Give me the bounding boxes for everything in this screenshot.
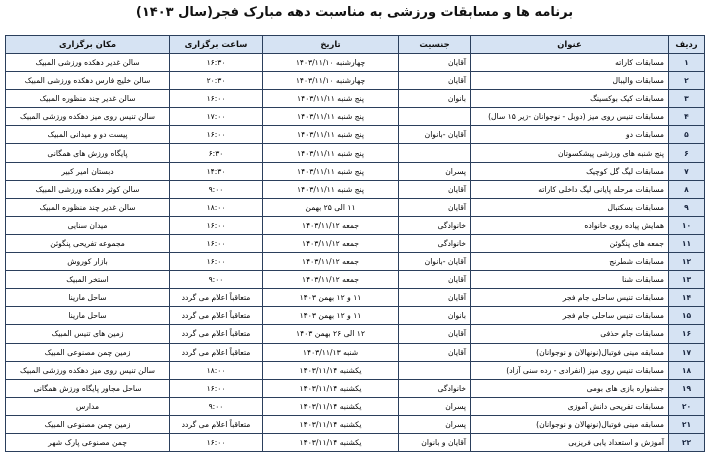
cell-tarikh: پنج شنبه ۱۴۰۳/۱۱/۱۱ <box>263 108 399 126</box>
table-row <box>6 144 705 162</box>
table-row <box>6 108 705 126</box>
cell-makan: زمین چمن مصنوعی المبیک <box>6 415 170 433</box>
cell-makan: چمن مصنوعی پارک شهر <box>6 433 170 451</box>
cell-makan: دبستان امیر کبیر <box>6 162 170 180</box>
cell-radif: ۱ <box>669 54 705 72</box>
cell-radif: ۵ <box>669 126 705 144</box>
cell-tarikh: چهارشنبه ۱۴۰۳/۱۱/۱۰ <box>263 72 399 90</box>
table-row <box>6 54 705 72</box>
cell-onvan: مسابقات تنیس روی میز (انفرادی - رده سنی آزاد) <box>471 361 669 379</box>
cell-jensiat: پسران <box>399 162 471 180</box>
cell-makan: ساحل مارینا <box>6 289 170 307</box>
table-row <box>6 307 705 325</box>
cell-radif: ۱۲ <box>669 253 705 271</box>
cell-onvan: پنج شنبه های ورزشی پیشکسوتان <box>471 144 669 162</box>
cell-makan: زمین چمن مصنوعی المبیک <box>6 343 170 361</box>
cell-makan: مجموعه تفریحی پنگوئن <box>6 234 170 252</box>
cell-tarikh: جمعه ۱۴۰۳/۱۱/۱۲ <box>263 216 399 234</box>
cell-makan: پایگاه ورزش های همگانی <box>6 144 170 162</box>
cell-onvan: مسابقات شنا <box>471 271 669 289</box>
cell-saat: ۹:۰۰ <box>170 397 263 415</box>
cell-onvan: جشنواره بازی های بومی <box>471 379 669 397</box>
cell-tarikh: ۱۱ و ۱۲ بهمن ۱۴۰۳ <box>263 307 399 325</box>
cell-saat: ۶:۳۰ <box>170 144 263 162</box>
cell-saat: ۱۶:۰۰ <box>170 90 263 108</box>
table-row <box>6 415 705 433</box>
cell-tarikh: پنج شنبه ۱۴۰۳/۱۱/۱۱ <box>263 144 399 162</box>
cell-onvan: مسابقات دو <box>471 126 669 144</box>
cell-onvan: جمعه های پنگوئن <box>471 234 669 252</box>
cell-radif: ۱۴ <box>669 289 705 307</box>
cell-makan: سالن خلیج فارس دهکده ورزشی المبیک <box>6 72 170 90</box>
cell-tarikh: یکشنبه ۱۴۰۳/۱۱/۱۴ <box>263 361 399 379</box>
cell-onvan: مسابقه مینی فوتبال(نونهالان و نوجوانان) <box>471 343 669 361</box>
cell-radif: ۷ <box>669 162 705 180</box>
cell-makan: سالن تنیس روی میز دهکده ورزشی المبیک <box>6 108 170 126</box>
cell-jensiat: آقایان <box>399 198 471 216</box>
table-row <box>6 343 705 361</box>
cell-saat: ۱۸:۰۰ <box>170 361 263 379</box>
cell-tarikh: ۱۱ الی ۲۵ بهمن <box>263 198 399 216</box>
cell-onvan: مسابقات جام حذفی <box>471 325 669 343</box>
cell-jensiat: آقایان <box>399 343 471 361</box>
cell-radif: ۱۰ <box>669 216 705 234</box>
table-row <box>6 180 705 198</box>
cell-saat: ۱۷:۰۰ <box>170 108 263 126</box>
cell-tarikh: یکشنبه ۱۴۰۳/۱۱/۱۴ <box>263 433 399 451</box>
cell-radif: ۳ <box>669 90 705 108</box>
cell-tarikh: یکشنبه ۱۴۰۳/۱۱/۱۴ <box>263 397 399 415</box>
cell-tarikh: پنج شنبه ۱۴۰۳/۱۱/۱۱ <box>263 126 399 144</box>
cell-makan: سالن غدیر چند منظوره المبیک <box>6 198 170 216</box>
cell-saat: ۱۶:۰۰ <box>170 433 263 451</box>
table-row <box>6 289 705 307</box>
cell-makan: سالن تنیس روی میز دهکده ورزشی المبیک <box>6 361 170 379</box>
cell-jensiat: خانوادگی <box>399 234 471 252</box>
cell-saat: ۹:۰۰ <box>170 180 263 198</box>
cell-saat: متعاقباً اعلام می گردد <box>170 307 263 325</box>
cell-onvan: مسابقات بسکتبال <box>471 198 669 216</box>
cell-makan: ساحل مارینا <box>6 307 170 325</box>
cell-jensiat <box>399 108 471 126</box>
cell-jensiat: آقایان -بانوان <box>399 126 471 144</box>
table-row <box>6 361 705 379</box>
cell-jensiat: بانوان <box>399 307 471 325</box>
cell-saat: ۱۶:۰۰ <box>170 234 263 252</box>
schedule-table <box>5 35 705 452</box>
cell-radif: ۱۳ <box>669 271 705 289</box>
cell-jensiat: آقایان <box>399 325 471 343</box>
table-row <box>6 198 705 216</box>
cell-jensiat: آقایان <box>399 180 471 198</box>
cell-saat: ۱۶:۰۰ <box>170 216 263 234</box>
cell-saat: متعاقباً اعلام می گردد <box>170 289 263 307</box>
table-row <box>6 397 705 415</box>
cell-saat: ۱۴:۳۰ <box>170 162 263 180</box>
cell-makan: سالن غدیر چند منظوره المبیک <box>6 90 170 108</box>
cell-radif: ۱۹ <box>669 379 705 397</box>
cell-onvan: مسابقات لیگ گل کوچیک <box>471 162 669 180</box>
table-row <box>6 325 705 343</box>
cell-makan: ساحل مجاور پایگاه ورزش همگانی <box>6 379 170 397</box>
table-row <box>6 433 705 451</box>
cell-saat: ۹:۰۰ <box>170 271 263 289</box>
cell-radif: ۶ <box>669 144 705 162</box>
cell-jensiat: بانوان <box>399 90 471 108</box>
cell-radif: ۱۷ <box>669 343 705 361</box>
header-radif: ردیف <box>669 36 705 54</box>
cell-jensiat: آقایان <box>399 271 471 289</box>
cell-saat: ۱۸:۰۰ <box>170 198 263 216</box>
cell-onvan: مسابقات تنیس ساحلی جام فجر <box>471 289 669 307</box>
cell-jensiat <box>399 361 471 379</box>
table-row <box>6 253 705 271</box>
cell-saat: ۱۶:۰۰ <box>170 379 263 397</box>
cell-jensiat: آقایان -بانوان <box>399 253 471 271</box>
cell-makan: سالن کوثر دهکده ورزشی المبیک <box>6 180 170 198</box>
cell-tarikh: ۱۱ و ۱۲ بهمن ۱۴۰۳ <box>263 289 399 307</box>
cell-onvan: آموزش و استعداد یابی فریزبی <box>471 433 669 451</box>
cell-jensiat: آقایان <box>399 72 471 90</box>
cell-jensiat: پسران <box>399 397 471 415</box>
cell-tarikh: شنبه ۱۴۰۳/۱۱/۱۳ <box>263 343 399 361</box>
cell-saat: متعاقباً اعلام می گردد <box>170 325 263 343</box>
cell-radif: ۴ <box>669 108 705 126</box>
cell-jensiat: پسران <box>399 415 471 433</box>
cell-tarikh: چهارشنبه ۱۴۰۳/۱۱/۱۰ <box>263 54 399 72</box>
header-saat: ساعت برگزاری <box>170 36 263 54</box>
cell-tarikh: پنج شنبه ۱۴۰۳/۱۱/۱۱ <box>263 162 399 180</box>
cell-onvan: مسابقات کیک بوکسینگ <box>471 90 669 108</box>
cell-jensiat: آقایان <box>399 289 471 307</box>
cell-radif: ۲۱ <box>669 415 705 433</box>
cell-onvan: همایش پیاده روی خانواده <box>471 216 669 234</box>
cell-tarikh: یکشنبه ۱۴۰۳/۱۱/۱۴ <box>263 379 399 397</box>
cell-jensiat: آقایان و بانوان <box>399 433 471 451</box>
cell-onvan: مسابقات والیبال <box>471 72 669 90</box>
cell-radif: ۱۱ <box>669 234 705 252</box>
cell-makan: بازار کوروش <box>6 253 170 271</box>
cell-radif: ۲۲ <box>669 433 705 451</box>
cell-radif: ۱۸ <box>669 361 705 379</box>
table-body <box>6 54 705 452</box>
cell-saat: متعاقباً اعلام می گردد <box>170 343 263 361</box>
cell-saat: ۲۰:۳۰ <box>170 72 263 90</box>
table-row <box>6 216 705 234</box>
cell-radif: ۸ <box>669 180 705 198</box>
cell-makan: میدان سنایی <box>6 216 170 234</box>
header-onvan: عنوان <box>471 36 669 54</box>
cell-tarikh: یکشنبه ۱۴۰۳/۱۱/۱۴ <box>263 415 399 433</box>
table-row <box>6 234 705 252</box>
table-row <box>6 271 705 289</box>
cell-onvan: مسابقات کاراته <box>471 54 669 72</box>
cell-tarikh: پنج شنبه ۱۴۰۳/۱۱/۱۱ <box>263 90 399 108</box>
cell-onvan: مسابقات تنیس روی میز (دوبل - نوجوانان -زیر ۱۵ سال) <box>471 108 669 126</box>
cell-onvan: مسابقه مینی فوتبال(نونهالان و نوجوانان) <box>471 415 669 433</box>
table-row <box>6 72 705 90</box>
cell-onvan: مسابقات مرحله پایانی لیگ داخلی کاراته <box>471 180 669 198</box>
table-row <box>6 379 705 397</box>
cell-radif: ۱۶ <box>669 325 705 343</box>
cell-makan: مدارس <box>6 397 170 415</box>
cell-saat: ۱۶:۳۰ <box>170 54 263 72</box>
cell-saat: ۱۶:۰۰ <box>170 126 263 144</box>
cell-jensiat: خانوادگی <box>399 379 471 397</box>
cell-jensiat: آقایان <box>399 54 471 72</box>
cell-jensiat: خانوادگی <box>399 216 471 234</box>
header-tarikh: تاریخ <box>263 36 399 54</box>
cell-onvan: مسابقات شطرنج <box>471 253 669 271</box>
page-title: برنامه ها و مسابقات ورزشی به مناسبت دهه مبارک فجر(سال ۱۴۰۳) <box>135 5 574 20</box>
cell-tarikh: ۱۲ الی ۲۶ بهمن ۱۴۰۳ <box>263 325 399 343</box>
header-jensiat: جنسیت <box>399 36 471 54</box>
header-makan: مکان برگزاری <box>6 36 170 54</box>
cell-makan: سالن غدیر دهکده ورزشی المبیک <box>6 54 170 72</box>
cell-tarikh: جمعه ۱۴۰۳/۱۱/۱۲ <box>263 234 399 252</box>
cell-makan: پیست دو و میدانی المبیک <box>6 126 170 144</box>
table-row <box>6 90 705 108</box>
cell-tarikh: جمعه ۱۴۰۳/۱۱/۱۲ <box>263 271 399 289</box>
cell-onvan: مسابقات تنیس ساحلی جام فجر <box>471 307 669 325</box>
table-row <box>6 126 705 144</box>
cell-tarikh: پنج شنبه ۱۴۰۳/۱۱/۱۱ <box>263 180 399 198</box>
cell-jensiat <box>399 144 471 162</box>
cell-saat: ۱۶:۰۰ <box>170 253 263 271</box>
cell-onvan: مسابقات تفریحی دانش آموزی <box>471 397 669 415</box>
table-row <box>6 162 705 180</box>
cell-radif: ۲۰ <box>669 397 705 415</box>
cell-radif: ۱۵ <box>669 307 705 325</box>
cell-radif: ۹ <box>669 198 705 216</box>
cell-saat: متعاقباً اعلام می گردد <box>170 415 263 433</box>
cell-tarikh: جمعه ۱۴۰۳/۱۱/۱۲ <box>263 253 399 271</box>
cell-radif: ۲ <box>669 72 705 90</box>
cell-makan: زمین های تنیس المبیک <box>6 325 170 343</box>
cell-makan: استخر المبیک <box>6 271 170 289</box>
table-header-row <box>6 36 705 54</box>
